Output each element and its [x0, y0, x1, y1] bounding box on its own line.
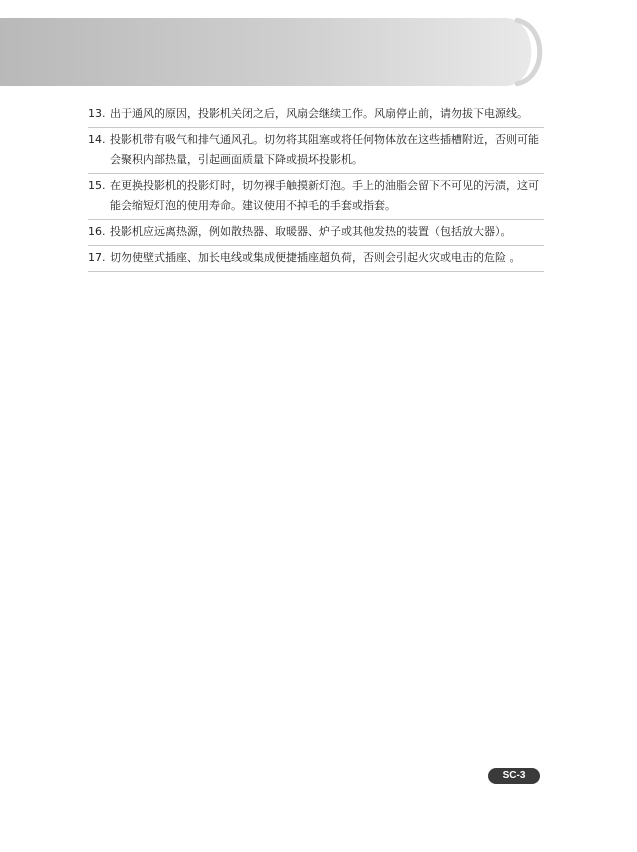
item-number: 15.: [88, 179, 106, 192]
item-text: 投影机带有吸气和排气通风孔。切勿将其阻塞或将任何物体放在这些插槽附近，否则可能会聚积内部热量，引起画面质量下降或损坏投影机。: [110, 133, 539, 166]
list-item: [88, 246, 544, 272]
item-text: 切勿使壁式插座、加长电线或集成便捷插座超负荷，否则会引起火灾或电击的危险 。: [110, 251, 521, 264]
item-text: 投影机应远离热源，例如散热器、取暖器、炉子或其他发热的装置（包括放大器）。: [110, 225, 512, 238]
item-number: 14.: [88, 133, 106, 146]
list-item: [88, 174, 544, 220]
item-number: 17.: [88, 251, 106, 264]
item-text: 在更换投影机的投影灯时，切勿裸手触摸新灯泡。手上的油脂会留下不可见的污渍，这可能会缩短灯泡的使用寿命。建议使用不掉毛的手套或指套。: [110, 179, 539, 212]
header-banner: [0, 18, 637, 86]
list-item: [88, 220, 544, 246]
list-item: [88, 102, 544, 128]
item-number: 13.: [88, 107, 106, 120]
item-number: 16.: [88, 225, 106, 238]
page-number-badge: SC-3: [488, 768, 540, 784]
precautions-list: [88, 102, 544, 272]
list-item: [88, 128, 544, 174]
item-text: 出于通风的原因，投影机关闭之后，风扇会继续工作。风扇停止前，请勿拔下电源线。: [110, 107, 528, 120]
